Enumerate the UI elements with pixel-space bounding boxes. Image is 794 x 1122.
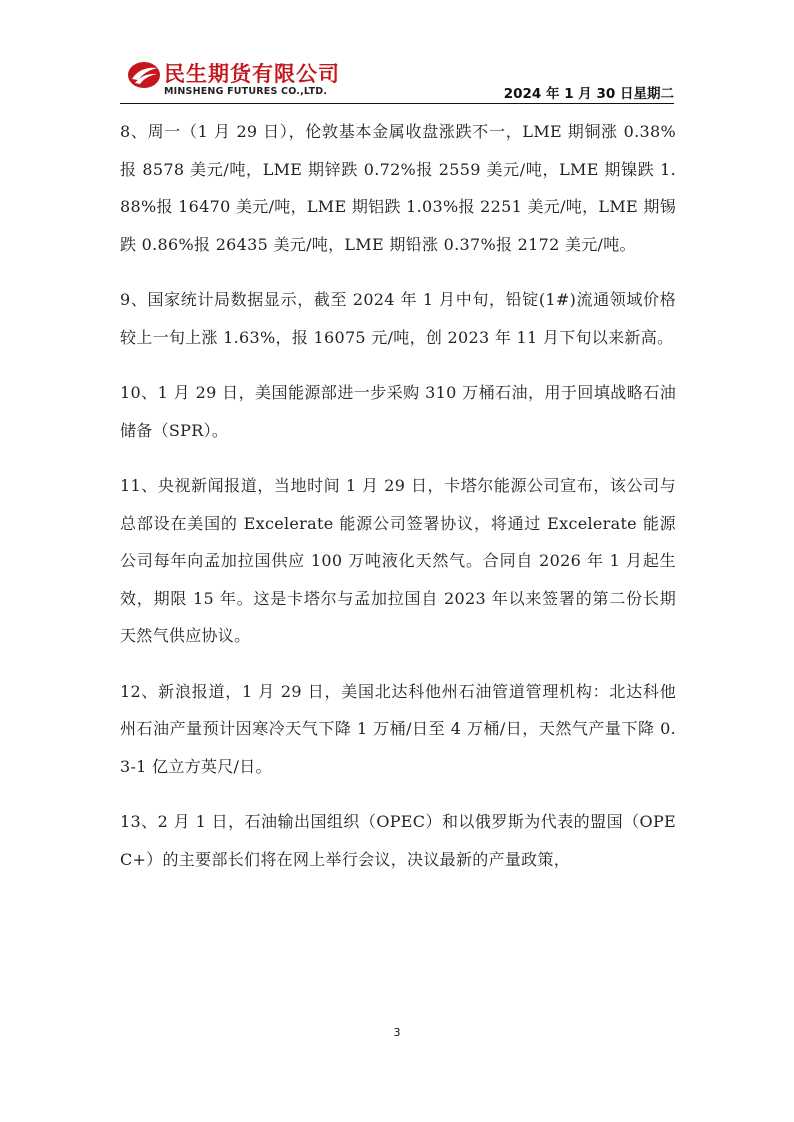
report-date: 2024 年 1 月 30 日星期二: [503, 86, 674, 102]
document-body: [120, 113, 676, 896]
company-name-en: MINSHENG FUTURES CO.,LTD.: [164, 86, 328, 97]
page-number: 3: [393, 1026, 401, 1039]
news-item-12: 12、新浪报道，1 月 29 日，美国北达科他州石油管道管理机构：北达科他州石油产量预计因寒冷天气下降 1 万桶/日至 4 万桶/日，天然气产量下降 0.3-1 亿立方英尺/日。: [120, 681, 676, 776]
company-name-cn: 民生期货有限公司: [164, 62, 340, 86]
header-divider: [120, 103, 674, 104]
minsheng-logo-icon: [126, 60, 162, 90]
news-item-13: 13、2 月 1 日，石油输出国组织（OPEC）和以俄罗斯为代表的盟国（OPEC+）的主要部长们将在网上举行会议，决议最新的产量政策，: [120, 812, 676, 869]
news-item-9: 9、国家统计局数据显示，截至 2024 年 1 月中旬，铅锭(1#)流通领域价格较上一旬上涨 1.63%，报 16075 元/吨，创 2023 年 11 月下旬以来新高。: [120, 290, 676, 347]
news-item-11: 11、央视新闻报道，当地时间 1 月 29 日，卡塔尔能源公司宣布，该公司与总部设在美国的 Excelerate 能源公司签署协议，将通过 Excelerate 能源公司每年向孟加拉国供应 100 万吨液化天然气。合同自 2026 年 1 月起生效，期限 15 年。这是卡塔尔与孟加拉国自 2023 年以来签署的第二份长期天然气供应协议。: [120, 476, 676, 645]
news-item-10: 10、1 月 29 日，美国能源部进一步采购 310 万桶石油，用于回填战略石油储备（SPR）。: [120, 383, 676, 440]
news-item-8: 8、周一（1 月 29 日），伦敦基本金属收盘涨跌不一，LME 期铜涨 0.38%报 8578 美元/吨，LME 期锌跌 0.72%报 2559 美元/吨，LME 期镍跌 1.88%报 16470 美元/吨，LME 期铝跌 1.03%报 2251 美元/吨，LME 期锡跌 0.86%报 26435 美元/吨，LME 期铅涨 0.37%报 2172 美元/吨。: [120, 122, 676, 254]
page-header: [120, 52, 674, 104]
